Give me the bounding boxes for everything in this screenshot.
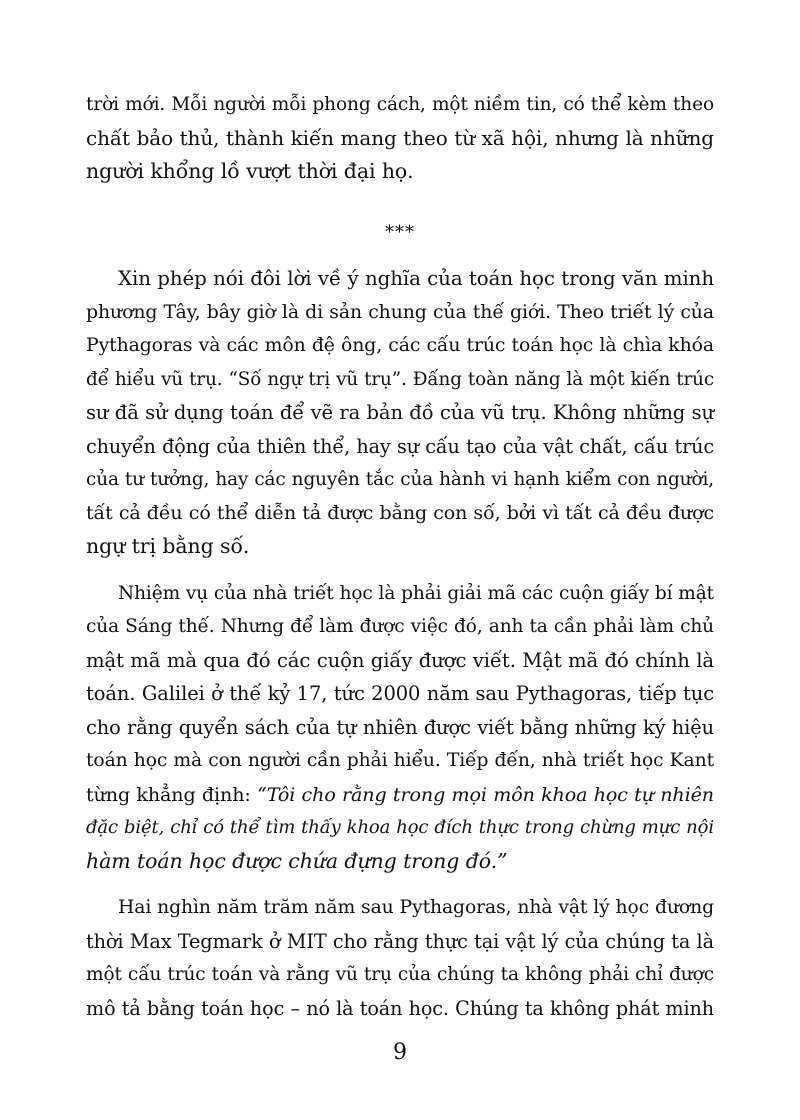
page-number: 9	[393, 1040, 407, 1065]
kant-quote-line: hàm toán học được chứa đựng trong đó.”	[86, 848, 508, 873]
paragraph-philosopher-task	[86, 577, 714, 879]
text-line: toán. Galilei ở thế kỷ 17, tức 2000 năm sau Pythagoras, tiếp tục	[86, 682, 714, 705]
paragraph-mathematics-meaning	[86, 262, 714, 564]
body-text	[86, 262, 714, 1038]
text-line: người khổng lồ vượt thời đại họ.	[86, 159, 414, 183]
text-line: mô tả bằng toán học – nó là toán học. Chúng ta không phát minh	[86, 996, 714, 1020]
text-line: cho rằng quyển sách của tự nhiên được viết bằng những ký hiệu	[86, 715, 714, 739]
text-line: Xin phép nói đôi lời về ý nghĩa của toán học trong văn minh	[118, 267, 714, 290]
text-line: thời Max Tegmark ở MIT cho rằng thực tại vật lý của chúng ta là	[86, 929, 714, 953]
text-line: tất cả đều có thể diễn tả được bằng con số, bởi vì tất cả đều được	[86, 501, 714, 524]
text-line: mật mã mà qua đó các cuộn giấy được viết. Mật mã đó chính là	[86, 648, 714, 672]
kant-quote-line: đặc biệt, chỉ có thể tìm thấy khoa học đích thực trong chừng mực nội	[86, 817, 714, 838]
text-line: để hiểu vũ trụ. “Số ngự trị vũ trụ”. Đấng toàn năng là một kiến trúc	[86, 368, 714, 390]
text-line: của tư tưởng, hay các nguyên tắc của hành vi hạnh kiểm con người,	[86, 469, 714, 490]
text-line: phương Tây, bây giờ là di sản chung của thế giới. Theo triết lý của	[86, 300, 714, 323]
text-line: chuyển động của thiên thể, hay sự cấu tạo của vật chất, cấu trúc	[86, 434, 714, 458]
text-line: ngự trị bằng số.	[86, 534, 250, 558]
paragraph-tegmark	[86, 891, 714, 1025]
text-line: sư đã sử dụng toán để vẽ ra bản đồ của vũ trụ. Không những sự	[86, 401, 714, 424]
text-line: trời mới. Mỗi người mỗi phong cách, một niềm tin, có thể kèm theo	[86, 94, 714, 115]
text-line: Pythagoras và các môn đệ ông, các cấu trúc toán học là chìa khóa	[86, 335, 714, 356]
text-line: Nhiệm vụ của nhà triết học là phải giải mã các cuộn giấy bí mật	[118, 582, 714, 604]
section-separator: ***	[385, 222, 415, 243]
quote-intro: từng khẳng định:	[86, 782, 258, 806]
text-line-with-quote	[86, 778, 714, 812]
text-line: của Sáng thế. Nhưng để làm được việc đó, anh ta cần phải làm chủ	[86, 616, 714, 637]
text-line: Hai nghìn năm trăm năm sau Pythagoras, nhà vật lý học đương	[118, 897, 714, 918]
paragraph-continuation	[86, 88, 714, 202]
kant-quote: “Tôi cho rằng trong mọi môn khoa học tự nhiên	[257, 782, 714, 806]
text-line: chất bảo thủ, thành kiến mang theo từ xã hội, nhưng là những	[86, 125, 714, 150]
text-line: một cấu trúc toán và rằng vũ trụ của chúng ta không phải chỉ được	[86, 964, 714, 985]
text-line: toán học mà con người cần phải hiểu. Tiếp đến, nhà triết học Kant	[86, 750, 714, 771]
